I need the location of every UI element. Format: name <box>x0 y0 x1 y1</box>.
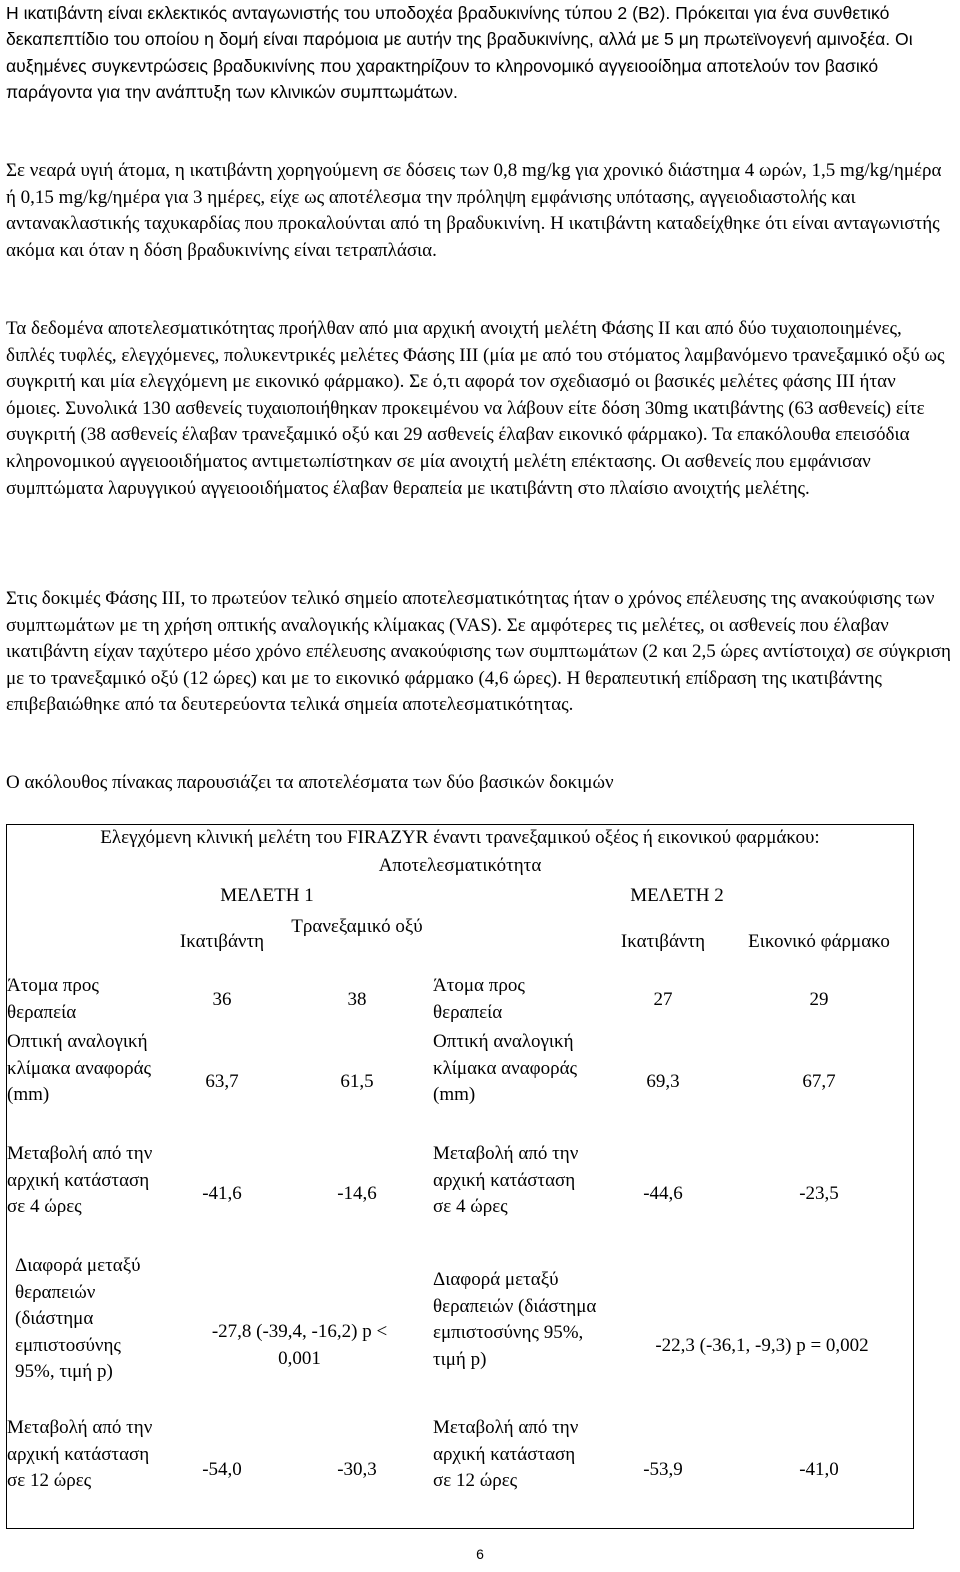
row-label-vas-baseline-s2: Οπτική αναλογική κλίμακα αναφοράς (mm) <box>433 1031 578 1105</box>
s1-icatibant-value: 36 <box>212 989 232 1010</box>
s1-icatibant-value: 63,7 <box>205 1071 239 1092</box>
table-caption-line2: Αποτελεσματικότητα <box>378 855 542 876</box>
row-label-change-4h: Μεταβολή από την αρχική κατάσταση σε 4 ώρες <box>7 1143 153 1217</box>
paragraph-table-intro: Ο ακόλουθος πίνακας παρουσιάζει τα αποτελέσματα των δύο βασικών δοκιμών <box>6 772 614 793</box>
row-label-patients-s2: Άτομα προς θεραπεία <box>433 975 525 1023</box>
paragraph-efficacy-data: Τα δεδομένα αποτελεσματικότητας προήλθαν από μια αρχική ανοιχτή μελέτη Φάσης ΙΙ και από δύο τυχαιοποιημένες, διπλές τυφλές, ελεγχόμενες, πολυκεντρικές μελέτες Φάσης ΙΙΙ (μία με από του στόματος λαμβανόμενο τρανεξαμικό οξύ ως συγκριτή και μία ελεγχόμενη με εικονικό φάρμακο). Σε ό,τι αφορά τον σχεδιασμό οι βασικές μελέτες φάσης ΙΙΙ ήταν όμοιες. Συνολικά 130 ασθενείς τυχαιοποιήθηκαν προκειμένου να λάβουν είτε δόση 30mg ικατιβάντης (63 ασθενείς) είτε συγκριτή (38 ασθενείς έλαβαν τρανεξαμικό οξύ και 29 ασθενείς έλαβαν εικονικό φάρμακο). Τα επακόλουθα επεισόδια κληρονομικού αγγειοοιδήματος αντιμετωπίστηκαν σε μία ανοιχτή μελέτη επέκτασης. Οι ασθενείς που εμφάνισαν συμπτώματα λαρυγγικού αγγειοοιδήματος έλαβαν θεραπεία με ικατιβάντη στο πλαίσιο ανοιχτής μελέτης. <box>6 318 945 499</box>
paragraph-phase3-endpoint: Στις δοκιμές Φάσης ΙΙΙ, το πρωτεύον τελικό σημείο αποτελεσματικότητας ήταν ο χρόνος επέλευσης της ανακούφισης των συμπτωμάτων με τη χρήση οπτικής αναλογικής κλίμακας (VAS). Σε αμφότερες τις μελέτες, οι ασθενείς που έλαβαν ικατιβάντη είχαν ταχύτερο μέσο χρόνο επέλευσης ανακούφισης των συμπτωμάτων (2 και 2,5 ώρες αντίστοιχα) σε σύγκριση με το τρανεξαμικό οξύ (12 ώρες) και με το εικονικό φάρμακο (4,6 ώρες). Η θεραπευτική επίδραση της ικατιβάντης επιβεβαιώθηκε από τα δευτερεύοντα τελικά σημεία αποτελεσματικότητας. <box>6 588 951 716</box>
paragraph-mechanism: Η ικατιβάντη είναι εκλεκτικός ανταγωνιστής του υποδοχέα βραδυκινίνης τύπου 2 (B2). Πρόκειται για ένα συνθετικό δεκαπεπτίδιο του οποίου η δομή είναι παρόμοια με αυτήν της βραδυκινίνης, αλλά με 5 μη πρωτεϊνογενή αμινοξέα. Οι αυξημένες συγκεντρώσεις βραδυκινίνης που χαρακτηρίζουν το κληρονομικό αγγειοοίδημα αποτελούν τον βασικό παράγοντα για την ανάπτυξη των κλινικών συμπτωμάτων. <box>6 3 913 103</box>
s1-tranexamic-value: -30,3 <box>337 1459 377 1480</box>
row-label-change-12h: Μεταβολή από την αρχική κατάσταση σε 12 ώρες <box>7 1417 153 1491</box>
table-caption-line1: Ελεγχόμενη κλινική μελέτη του FIRAZYR έναντι τρανεξαμικού οξέος ή εικονικού φαρμάκου: <box>100 827 820 848</box>
row-label-change-12h-s2: Μεταβολή από την αρχική κατάσταση σε 12 ώρες <box>433 1417 579 1491</box>
paragraph-healthy-subjects: Σε νεαρά υγιή άτομα, η ικατιβάντη χορηγούμενη σε δόσεις των 0,8 mg/kg για χρονικό διάστημα 4 ωρών, 1,5 mg/kg/ημέρα ή 0,15 mg/kg/ημέρα για 3 ημέρες, είχε ως αποτέλεσμα την πρόληψη εμφάνισης υπότασης, αγγειοδιαστολής και αντανακλαστικής ταχυκαρδίας που προκαλούνται από τη βραδυκινίνη. Η ικατιβάντη καταδείχθηκε ότι είναι ανταγωνιστής ακόμα και όταν η δόση βραδυκινίνης είναι τετραπλάσια. <box>6 160 942 261</box>
s1-difference-value: -27,8 (-39,4, -16,2) p < 0,001 <box>211 1321 388 1369</box>
row-label-patients: Άτομα προς θεραπεία <box>7 975 99 1023</box>
row-label-vas-baseline: Οπτική αναλογική κλίμακα αναφοράς (mm) <box>7 1031 152 1105</box>
s2-difference-value: -22,3 (-36,1, -9,3) p = 0,002 <box>655 1335 869 1356</box>
s2-icatibant-value: 27 <box>653 989 673 1010</box>
s2-icatibant-header: Ικατιβάντη <box>620 931 706 952</box>
study2-header: ΜΕΛΕΤΗ 2 <box>630 885 724 906</box>
results-table <box>6 824 914 1529</box>
s1-icatibant-value: -54,0 <box>202 1459 242 1480</box>
s1-icatibant-header: Ικατιβάντη <box>179 931 265 952</box>
s2-placebo-value: -23,5 <box>799 1183 839 1204</box>
s1-icatibant-value: -41,6 <box>202 1183 242 1204</box>
s2-placebo-value: 29 <box>809 989 829 1010</box>
s2-icatibant-value: -53,9 <box>643 1459 683 1480</box>
s2-icatibant-value: 69,3 <box>646 1071 680 1092</box>
row-label-treatment-difference-s2: Διαφορά μεταξύ θεραπειών (διάστημα εμπιστοσύνης 95%, τιμή p) <box>433 1269 597 1370</box>
s1-tranexamic-header: Τρανεξαμικό οξύ <box>291 916 423 937</box>
study1-header: ΜΕΛΕΤΗ 1 <box>220 885 314 906</box>
row-label-treatment-difference: Διαφορά μεταξύ θεραπειών (διάστημα εμπιστοσύνης 95%, τιμή p) <box>15 1255 141 1382</box>
s1-tranexamic-value: 61,5 <box>340 1071 374 1092</box>
s2-icatibant-value: -44,6 <box>643 1183 683 1204</box>
page-number: 6 <box>476 1546 484 1562</box>
s1-tranexamic-value: -14,6 <box>337 1183 377 1204</box>
s2-placebo-header: Εικονικό φάρμακο <box>748 931 890 952</box>
row-label-change-4h-s2: Μεταβολή από την αρχική κατάσταση σε 4 ώρες <box>433 1143 579 1217</box>
s2-placebo-value: 67,7 <box>802 1071 836 1092</box>
s2-placebo-value: -41,0 <box>799 1459 839 1480</box>
s1-tranexamic-value: 38 <box>347 989 367 1010</box>
